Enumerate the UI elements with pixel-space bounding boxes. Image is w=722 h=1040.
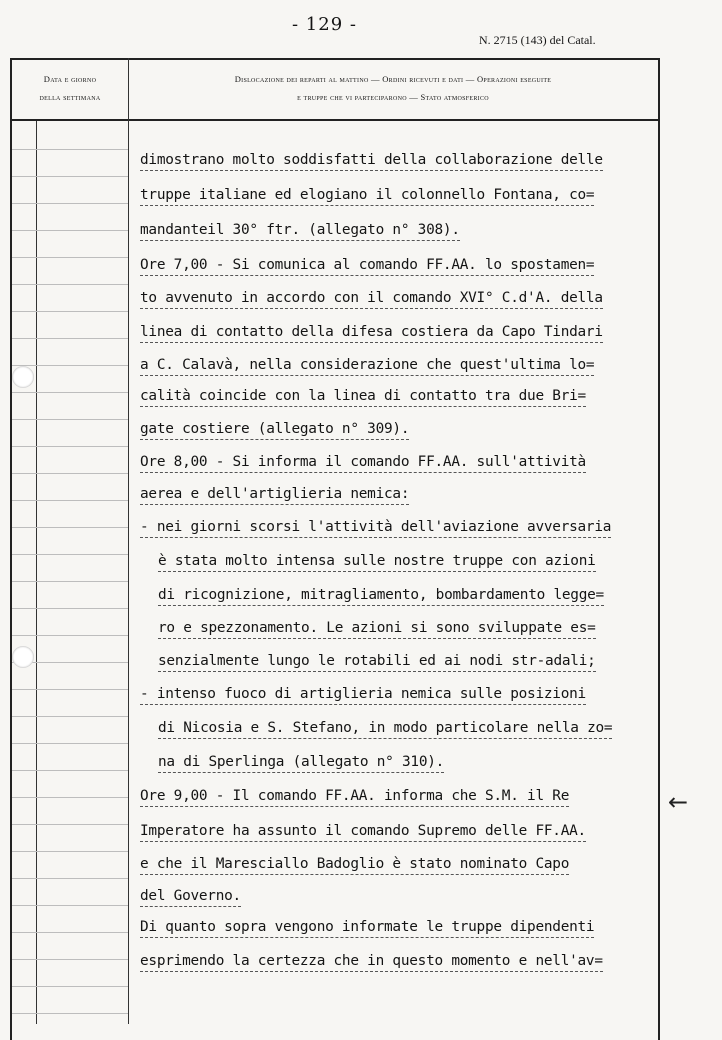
text-line xyxy=(158,653,678,672)
text-line xyxy=(140,856,660,875)
text-line xyxy=(140,454,660,473)
text-line-content: dimostrano molto soddisfatti della collaborazione delle xyxy=(140,152,603,171)
text-line-content: na di Sperlinga (allegato n° 310). xyxy=(158,754,444,773)
text-line-content: di Nicosia e S. Stefano, in modo particolare nella zo= xyxy=(158,720,612,739)
text-line-content: di ricognizione, mitragliamento, bombardamento legge= xyxy=(158,587,604,606)
text-line xyxy=(158,587,678,606)
text-line xyxy=(140,257,660,276)
text-line xyxy=(140,152,660,171)
text-line-content: to avvenuto in accordo con il comando XVI° C.d'A. della xyxy=(140,290,603,309)
text-line xyxy=(140,421,660,440)
text-line xyxy=(140,953,660,972)
text-line-content: e che il Maresciallo Badoglio è stato nominato Capo xyxy=(140,856,569,875)
text-line-content: Imperatore ha assunto il comando Supremo delle FF.AA. xyxy=(140,823,586,842)
text-line xyxy=(140,823,660,842)
text-line-content: truppe italiane ed elogiano il colonnello Fontana, co= xyxy=(140,187,594,206)
text-line-content: Di quanto sopra vengono informate le truppe dipendenti xyxy=(140,919,594,938)
text-line-content: a C. Calavà, nella considerazione che quest'ultima lo= xyxy=(140,357,594,376)
text-line-content: ro e spezzonamento. Le azioni si sono sviluppate es= xyxy=(158,620,596,639)
text-line-content: Ore 9,00 - Il comando FF.AA. informa che S.M. il Re xyxy=(140,788,569,807)
text-line-content: senzialmente lungo le rotabili ed ai nodi str-adali; xyxy=(158,653,596,672)
text-line xyxy=(140,686,660,705)
text-line-content: - nei giorni scorsi l'attività dell'aviazione avversaria xyxy=(140,519,611,538)
text-line-content: del Governo. xyxy=(140,888,241,907)
text-line-content: - intenso fuoco di artiglieria nemica sulle posizioni xyxy=(140,686,586,705)
text-line xyxy=(140,919,660,938)
text-line-content: Ore 7,00 - Si comunica al comando FF.AA. lo spostamen= xyxy=(140,257,594,276)
text-line-content: è stata molto intensa sulle nostre truppe con azioni xyxy=(158,553,596,572)
catalog-reference: N. 2715 (143) del Catal. xyxy=(479,33,596,47)
text-line xyxy=(158,553,678,572)
text-line-content: esprimendo la certezza che in questo momento e nell'av= xyxy=(140,953,603,972)
text-line xyxy=(140,222,660,241)
text-line xyxy=(140,519,660,538)
text-line xyxy=(140,388,660,407)
date-column-heading-line1: Data e giorno xyxy=(43,74,97,84)
text-line xyxy=(140,187,660,206)
text-line xyxy=(158,620,678,639)
text-line xyxy=(140,290,660,309)
date-column-heading-line2: della settimana xyxy=(39,92,101,102)
main-column-heading-line2: e truppe che vi parteciparono — Stato atmosferico xyxy=(297,92,489,102)
main-column-heading-line1: Dislocazione dei reparti al mattino — Ordini ricevuti e dati — Operazioni eseguite xyxy=(234,74,552,84)
text-line xyxy=(158,720,678,739)
text-line xyxy=(140,357,660,376)
text-line-content: mandanteil 30° ftr. (allegato n° 308). xyxy=(140,222,460,241)
text-line xyxy=(158,754,678,773)
text-line-content: linea di contatto della difesa costiera da Capo Tindari xyxy=(140,324,603,343)
text-line xyxy=(140,486,660,505)
text-line-content: calità coincide con la linea di contatto tra due Bri= xyxy=(140,388,586,407)
text-line xyxy=(140,324,660,343)
text-line-content: aerea e dell'artiglieria nemica: xyxy=(140,486,409,505)
text-line-content: gate costiere (allegato n° 309). xyxy=(140,421,409,440)
page-number: - 129 - xyxy=(292,14,357,35)
margin-arrow-mark: ← xyxy=(668,788,689,816)
text-line xyxy=(140,888,660,907)
text-line xyxy=(140,788,660,807)
text-line-content: Ore 8,00 - Si informa il comando FF.AA. sull'attività xyxy=(140,454,586,473)
